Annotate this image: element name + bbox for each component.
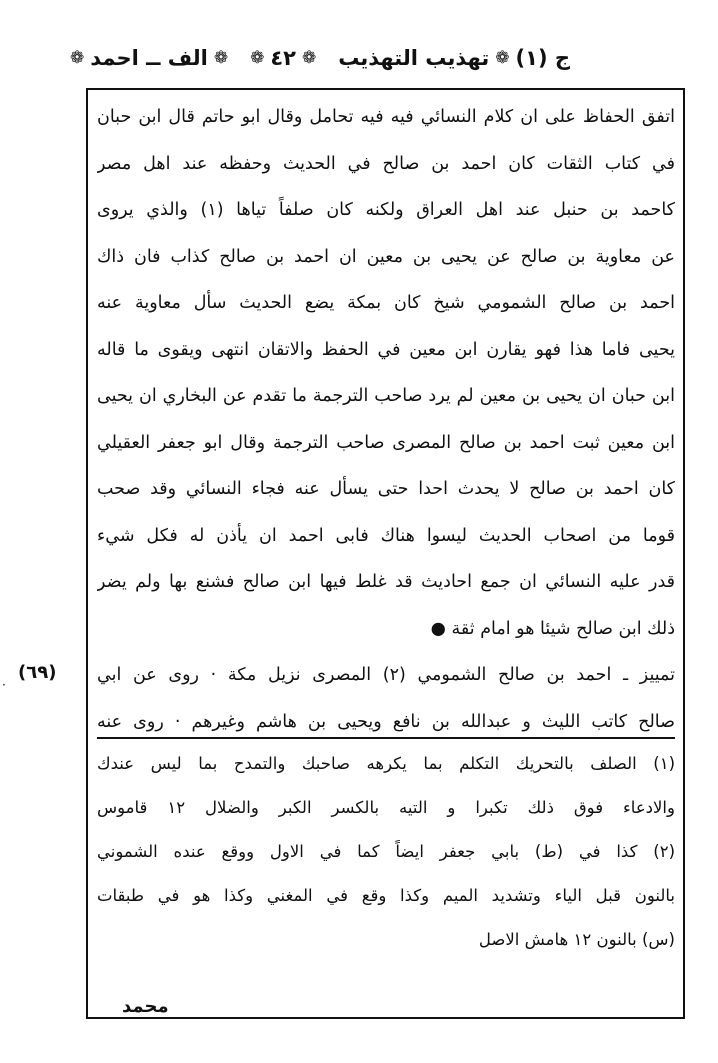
text-line-last <box>97 606 675 653</box>
page-number: ٤٢ <box>270 46 296 70</box>
text-line: عن معاوية بن صالح عن يحيى بن معين ان احمد بن صالح كذاب فان ذاك <box>97 246 675 267</box>
book-title: تهذيب التهذيب <box>338 46 490 70</box>
page-header <box>70 36 570 80</box>
text-line: ابن معين ثبت احمد بن صالح المصرى صاحب الترجمة وقال ابو جعفر العقيلي <box>97 432 675 453</box>
floral-ornament-icon: ❁ <box>301 48 317 68</box>
text-line: في كتاب الثقات كان احمد بن صالح في الحديث وحفظه عند اهل مصر <box>97 153 675 174</box>
text-line: يحيى فاما هذا فهو يقارن ابن معين في الحفظ والاتقان انتهى ويقوى ما قاله <box>97 339 675 360</box>
section-label: الف ــ احمد <box>90 46 208 70</box>
entry-number: (٦٩) <box>18 662 57 683</box>
floral-ornament-icon: ❁ <box>213 48 229 68</box>
volume-label: ج (١) <box>515 46 570 70</box>
entry-heading-line: تمييز ـ احمد بن صالح الشمومي (٢) المصرى نزيل مكة · روى عن ابي <box>97 665 675 685</box>
text-line: ابن حبان ان يحيى بن معين لم يرد صاحب الترجمة ما تقدم عن البخاري ان يحيى <box>97 386 675 406</box>
floral-ornament-icon: ❁ <box>250 48 265 68</box>
text-line: قوما من اصحاب الحديث ليسوا هناك فابى احمد ان يأذن له فكل شيء <box>97 525 675 546</box>
footnote-line: (٢) كذا في (ط) بابي جعفر ايضاً كما في الاول ووقع عنده الشموني <box>97 842 675 861</box>
footnote-line: بالنون قبل الياء وتشديد الميم وكذا وقع في المغني وكذا هو في طبقات <box>97 886 675 905</box>
signature: محمد <box>122 996 169 1017</box>
entry-text-line: صالح كاتب الليث و عبدالله بن نافع ويحيى بن هاشم وغيرهم · روى عنه <box>97 711 675 732</box>
text-line: كاحمد بن حنبل عند اهل العراق ولكنه كان صلفاً تياها (١) والذي يروى <box>97 200 675 220</box>
footnote-separator <box>97 737 675 739</box>
header-page-group <box>250 46 316 70</box>
end-mark-icon: ● <box>430 618 446 639</box>
footnotes <box>97 742 675 962</box>
floral-ornament-icon: ❁ <box>70 48 85 68</box>
main-text <box>97 94 675 745</box>
text-line: اتفق الحفاظ على ان كلام النسائي فيه فيه تحامل وقال ابو حاتم قال ابن حبان <box>97 107 675 127</box>
floral-ornament-icon: ❁ <box>495 48 510 68</box>
footnote-line: (١) الصلف بالتحريك التكلم بما يكرهه صاحبك والتمدح بما ليس عندك <box>97 754 675 773</box>
header-volume-group <box>338 46 570 70</box>
text-line: احمد بن صالح الشمومي شيخ كان بمكة يضع الحديث سأل معاوية عنه <box>97 293 675 313</box>
closing-text: ذلك ابن صالح شيئا هو امام ثقة <box>451 618 675 639</box>
header-section-group <box>70 46 228 70</box>
footnote-line: والادعاء فوق ذلك تكبرا و التيه بالكسر الكبر والضلال ١٢ قاموس <box>97 798 675 817</box>
margin-dot: · <box>2 678 6 692</box>
footnote-line: (س) بالنون ١٢ هامش الاصل <box>478 930 675 949</box>
text-line: كان احمد بن صالح لا يحدث احدا حتى يسأل عنه فجاء النسائي وقد صحب <box>97 479 675 499</box>
text-line: قدر عليه النسائي ان جمع احاديث قد غلط فيها ابن صالح فشنع بها ولم يضر <box>97 572 675 592</box>
